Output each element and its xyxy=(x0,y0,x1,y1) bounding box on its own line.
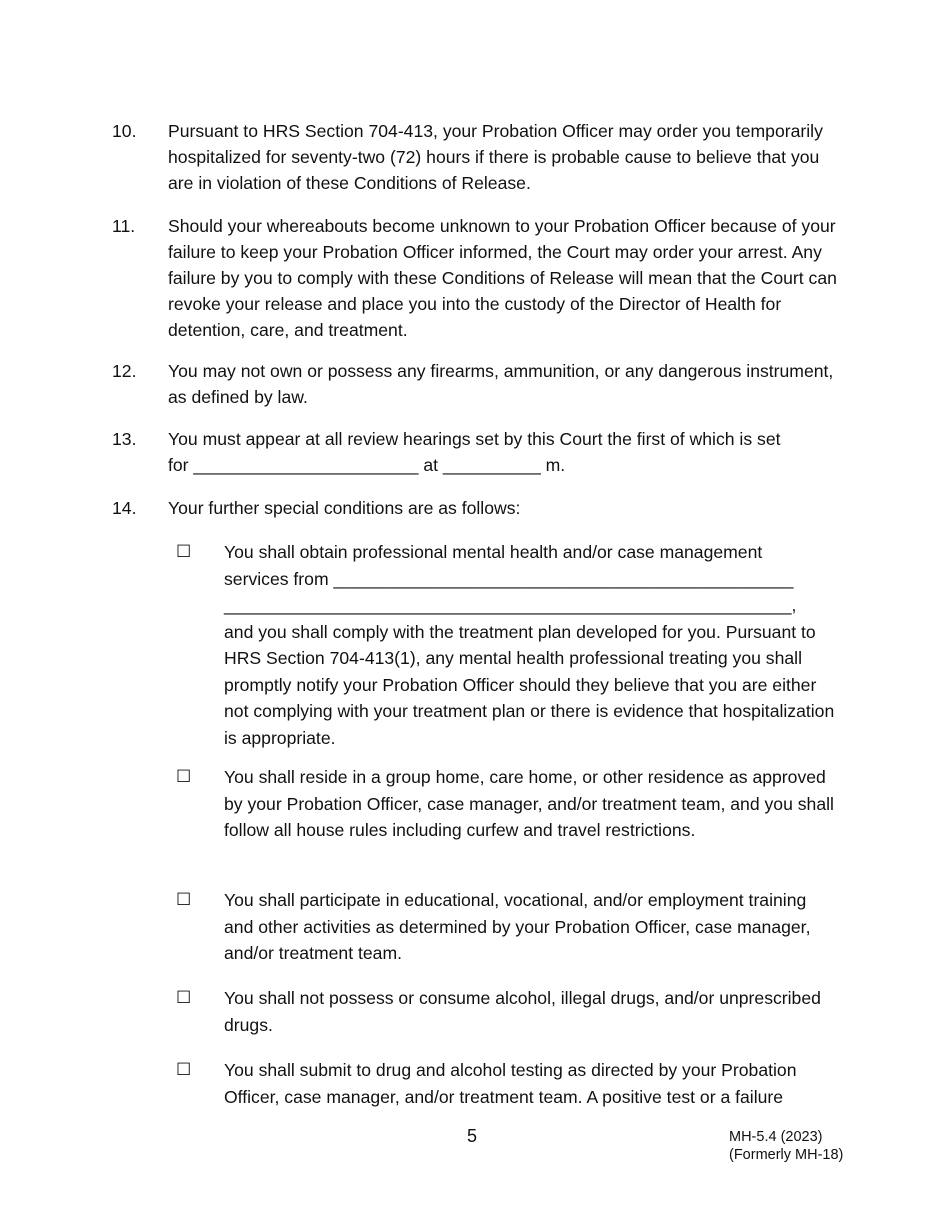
hearing-date-time-field: for _______________________ at __________ m. xyxy=(168,455,566,475)
item-text-line: You must appear at all review hearings set by this Court the first of which is set xyxy=(168,429,781,449)
item-text: Your further special conditions are as follows: xyxy=(168,498,521,518)
item-text: Should your whereabouts become unknown to your Probation Officer because of your failure to keep your Probation Officer informed, the Court may order your arrest. Any failure by you to comply with these Conditions of Release will mean that the Court can revoke your release and place you into the custody of the Director of Health for detention, care, and treatment. xyxy=(168,216,837,340)
item-text: You may not own or possess any firearms, ammunition, or any dangerous instrument, as defined by law. xyxy=(168,361,834,407)
condition-item-14 xyxy=(112,495,842,521)
services-provider-field-cont: __________________________________________________________, xyxy=(224,595,797,615)
form-code-current: MH-5.4 (2023) xyxy=(729,1129,823,1145)
special-condition-residence xyxy=(176,764,838,844)
item-text: Pursuant to HRS Section 704-413, your Probation Officer may order you temporarily hospitalized for seventy-two (72) hours if there is probable cause to believe that you are in violation of these Conditions of Release. xyxy=(168,121,823,193)
condition-text-line: You shall obtain professional mental health and/or case management xyxy=(224,542,763,562)
condition-item-11 xyxy=(112,213,842,343)
condition-item-10 xyxy=(112,118,842,196)
condition-text: You shall not possess or consume alcohol, illegal drugs, and/or unprescribed drugs. xyxy=(224,988,821,1035)
item-number: 14. xyxy=(112,498,137,518)
special-condition-mental-health xyxy=(176,539,838,751)
item-number: 12. xyxy=(112,361,137,381)
condition-text: You shall participate in educational, vocational, and/or employment training and other activities as determined by your Probation Officer, case manager, and/or treatment team. xyxy=(224,890,811,963)
services-provider-field: services from _______________________________________________ xyxy=(224,568,794,589)
special-condition-training xyxy=(176,887,838,967)
checkbox-icon[interactable]: ☐ xyxy=(176,1060,192,1079)
condition-text: You shall reside in a group home, care home, or other residence as approved by your Probation Officer, case manager, and/or treatment team, and you shall follow all house rules including curfew and travel restrictions. xyxy=(224,767,834,840)
checkbox-icon[interactable]: ☐ xyxy=(176,542,192,561)
special-condition-substances xyxy=(176,985,838,1038)
condition-item-13 xyxy=(112,426,842,478)
checkbox-icon[interactable]: ☐ xyxy=(176,988,192,1007)
form-code xyxy=(729,1128,843,1164)
special-condition-drug-testing xyxy=(176,1057,838,1110)
condition-item-12 xyxy=(112,358,842,410)
checkbox-icon[interactable]: ☐ xyxy=(176,890,192,909)
item-number: 13. xyxy=(112,429,137,449)
checkbox-icon[interactable]: ☐ xyxy=(176,767,192,786)
page-number: 5 xyxy=(467,1126,478,1146)
item-number: 10. xyxy=(112,121,137,141)
condition-text: and you shall comply with the treatment plan developed for you. Pursuant to HRS Section 704-413(1), any mental health professional treating you shall promptly notify your Probation Officer should they believe that you are either not complying with your treatment plan or there is evidence that hospitalization is appropriate. xyxy=(224,621,835,748)
form-code-former: (Formerly MH-18) xyxy=(729,1147,844,1163)
item-number: 11. xyxy=(112,216,136,236)
condition-text: You shall submit to drug and alcohol testing as directed by your Probation Officer, case manager, and/or treatment team. A positive test or a failure xyxy=(224,1060,797,1107)
